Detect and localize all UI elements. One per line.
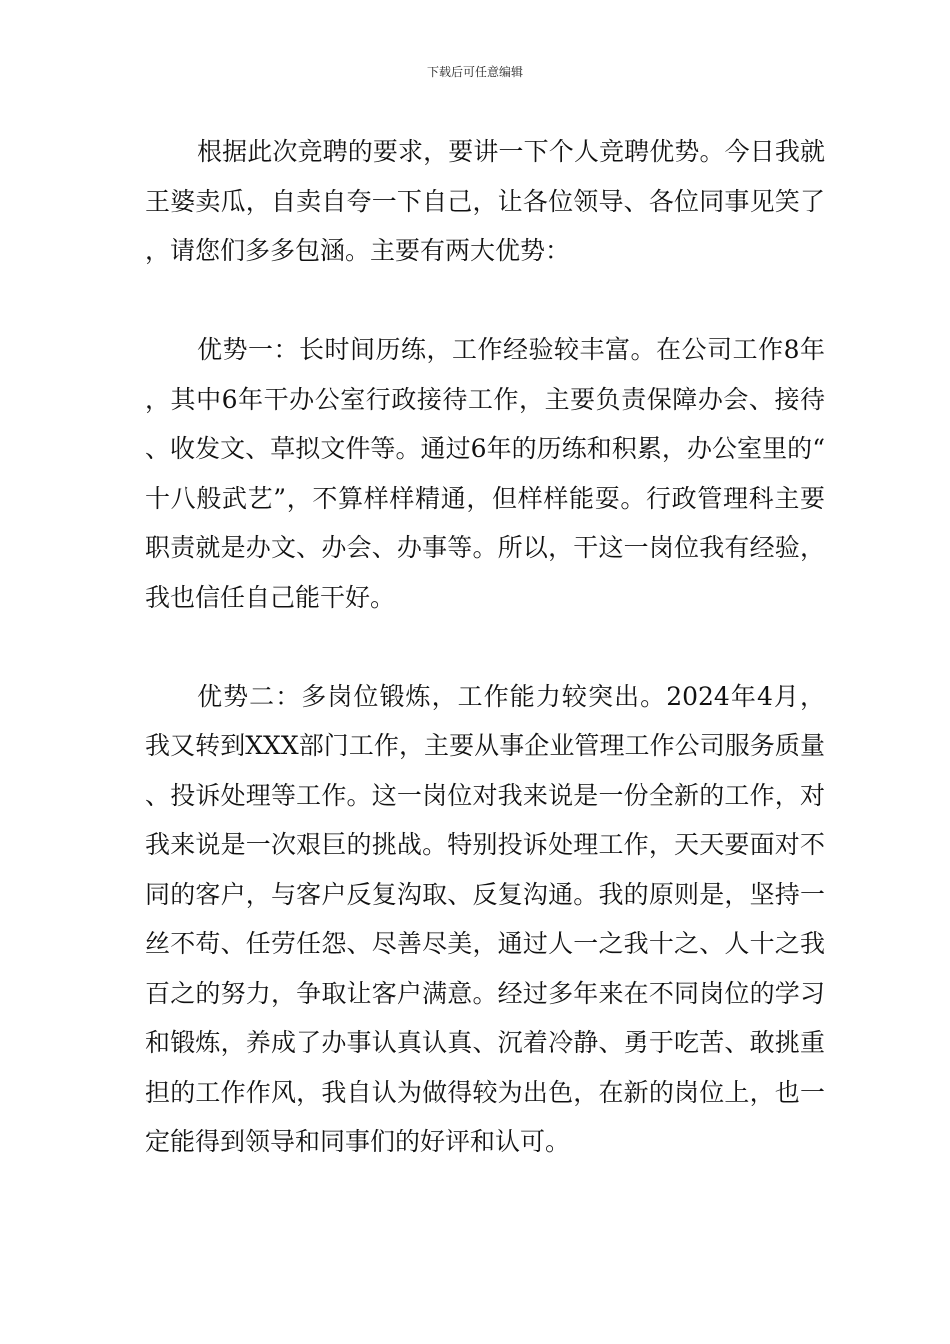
page-header: 下载后可任意编辑 [426, 65, 523, 79]
paragraph-intro: 根据此次竞聘的要求，要讲一下个人竞聘优势。今日我就王婆卖瓜，自卖自夸一下自己，让各位领导、各位同事见笑了，请您们多多包涵。主要有两大优势： [145, 137, 825, 265]
document-body [145, 127, 825, 1167]
paragraph-advantage-one: 优势一：长时间历练，工作经验较丰富。在公司工作8年，其中6年干办公室行政接待工作，主要负责保障办会、接待、收发文、草拟文件等。通过6年的历练和积累，办公室里的“十八般武艺”，不算样样精通，但样样能耍。行政管理科主要职责就是办文、办会、办事等。所以，干这一岗位我有经验，我也信任自己能干好。 [145, 335, 825, 612]
paragraph-advantage-two: 优势二：多岗位锻炼，工作能力较突出。2024年4月，我又转到XXX部门工作，主要从事企业管理工作公司服务质量、投诉处理等工作。这一岗位对我来说是一份全新的工作，对我来说是一次艰巨的挑战。特别投诉处理工作，天天要面对不同的客户，与客户反复沟取、反复沟通。我的原则是，坚持一丝不苟、任劳任怨、尽善尽美，通过人一之我十之、人十之我百之的努力，争取让客户满意。经过多年来在不同岗位的学习和锻炼，养成了办事认真认真、沉着冷静、勇于吃苦、敢挑重担的工作作风，我自认为做得较为出色，在新的岗位上，也一定能得到领导和同事们的好评和认可。 [145, 681, 825, 1156]
